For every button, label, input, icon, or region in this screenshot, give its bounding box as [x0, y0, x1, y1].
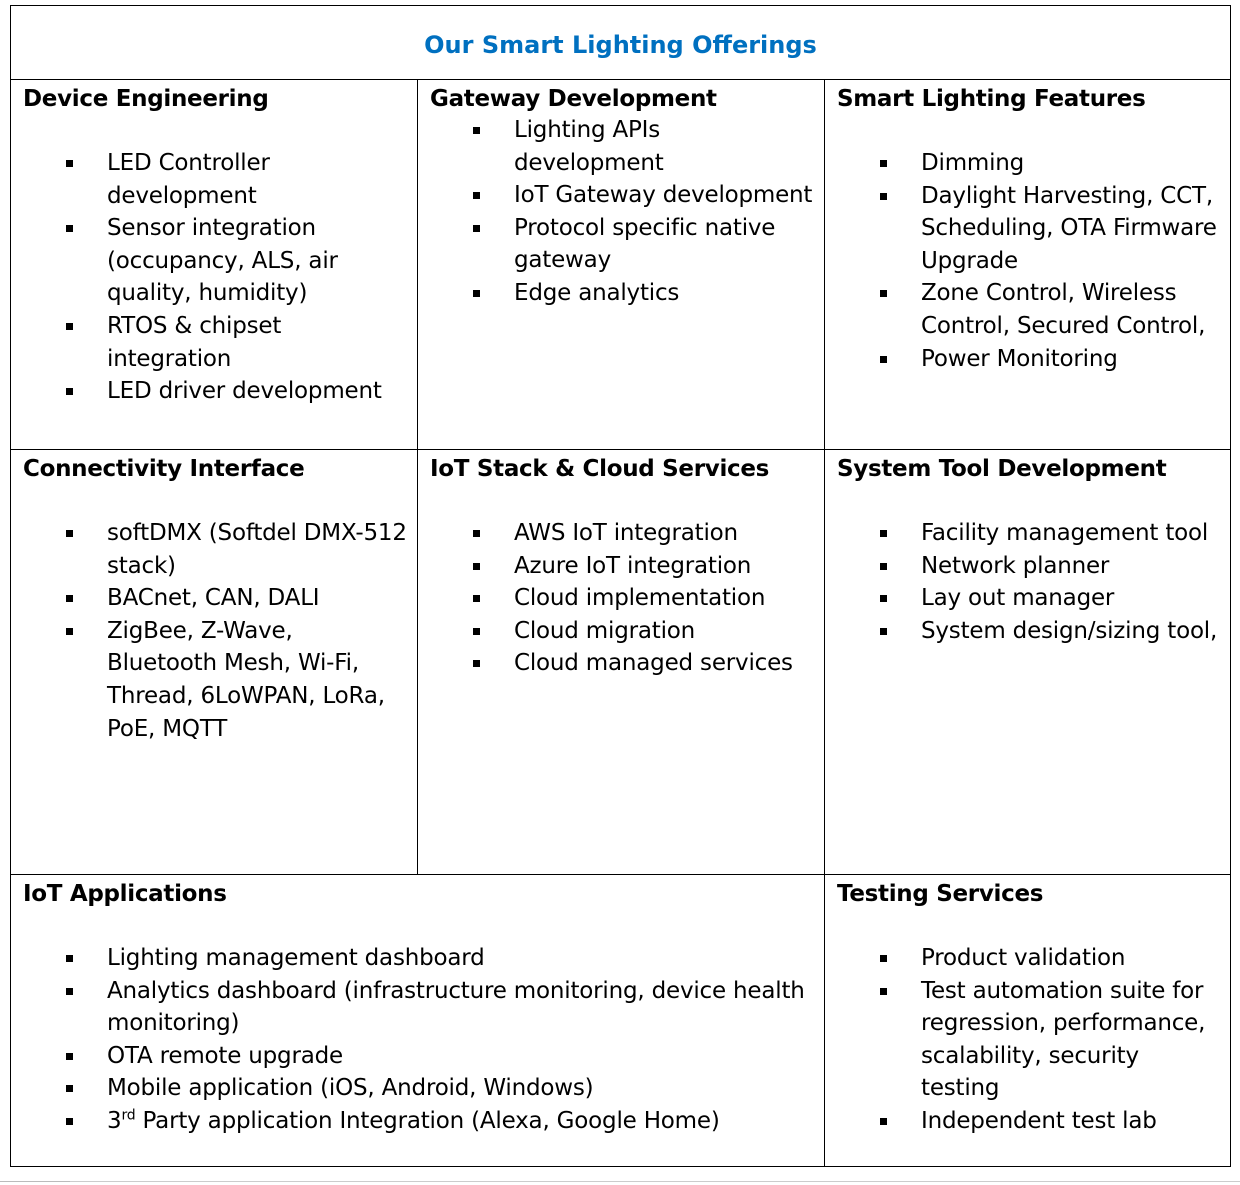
square-bullet-icon [66, 530, 73, 537]
square-bullet-icon [66, 955, 73, 962]
square-bullet-icon [880, 1118, 887, 1125]
list-item: ZigBee, Z-Wave, Bluetooth Mesh, Wi-Fi, Thread, 6LoWPAN, LoRa, PoE, MQTT [23, 615, 407, 745]
square-bullet-icon [880, 563, 887, 570]
square-bullet-icon [880, 628, 887, 635]
list-item: Network planner [837, 550, 1220, 583]
list-item: LED driver development [23, 375, 407, 408]
cell-testing-services [825, 875, 1230, 1167]
list-item: Dimming [837, 147, 1220, 180]
square-bullet-icon [473, 530, 480, 537]
list-item: Zone Control, Wireless Control, Secured Control, [837, 277, 1220, 342]
list-item: Mobile application (iOS, Android, Windows) [23, 1072, 814, 1105]
list-item: Facility management tool [837, 517, 1220, 550]
cell-iot-stack-cloud [418, 450, 824, 874]
list-item: Daylight Harvesting, CCT, Scheduling, OTA Firmware Upgrade [837, 180, 1220, 278]
square-bullet-icon [880, 955, 887, 962]
list-item: IoT Gateway development [430, 179, 814, 212]
square-bullet-icon [880, 290, 887, 297]
item-list [430, 114, 814, 310]
list-item: softDMX (Softdel DMX-512 stack) [23, 517, 407, 582]
cell-system-tool-development [825, 450, 1230, 874]
cell-heading: System Tool Development [837, 456, 1167, 482]
square-bullet-icon [66, 160, 73, 167]
list-item: Lighting management dashboard [23, 942, 814, 975]
square-bullet-icon [473, 628, 480, 635]
cell-heading: IoT Applications [23, 881, 227, 907]
square-bullet-icon [66, 1118, 73, 1125]
cell-gateway-development [418, 80, 824, 449]
item-list [837, 942, 1220, 1138]
list-item: Protocol specific native gateway [430, 212, 814, 277]
square-bullet-icon [66, 988, 73, 995]
list-item: System design/sizing tool, [837, 615, 1220, 648]
item-list [23, 517, 407, 745]
cell-heading: Gateway Development [430, 86, 717, 112]
cell-heading: Smart Lighting Features [837, 86, 1146, 112]
list-item: AWS IoT integration [430, 517, 814, 550]
list-item: 3rd Party application Integration (Alexa, Google Home) [23, 1105, 814, 1138]
square-bullet-icon [880, 160, 887, 167]
cell-iot-applications [11, 875, 824, 1167]
list-item: Cloud managed services [430, 647, 814, 680]
square-bullet-icon [66, 225, 73, 232]
list-item: Independent test lab [837, 1105, 1220, 1138]
square-bullet-icon [473, 290, 480, 297]
item-list [23, 147, 407, 408]
square-bullet-icon [66, 628, 73, 635]
square-bullet-icon [66, 388, 73, 395]
square-bullet-icon [880, 356, 887, 363]
list-item: BACnet, CAN, DALI [23, 582, 407, 615]
square-bullet-icon [880, 988, 887, 995]
table-title: Our Smart Lighting Offerings [11, 6, 1230, 80]
square-bullet-icon [473, 127, 480, 134]
list-item: Lighting APIs development [430, 114, 814, 179]
square-bullet-icon [473, 595, 480, 602]
square-bullet-icon [473, 192, 480, 199]
list-item: Analytics dashboard (infrastructure monitoring, device health monitoring) [23, 975, 814, 1040]
cell-heading: Connectivity Interface [23, 456, 305, 482]
item-list [837, 517, 1220, 647]
square-bullet-icon [66, 323, 73, 330]
list-item: RTOS & chipset integration [23, 310, 407, 375]
item-list [837, 147, 1220, 375]
item-list [23, 942, 814, 1138]
cell-connectivity-interface [11, 450, 417, 874]
list-item: LED Controller development [23, 147, 407, 212]
list-item: Azure IoT integration [430, 550, 814, 583]
list-item: OTA remote upgrade [23, 1040, 814, 1073]
square-bullet-icon [880, 193, 887, 200]
offerings-table [10, 5, 1231, 1167]
cell-heading: Testing Services [837, 881, 1044, 907]
page-edge [70, 1181, 1240, 1182]
square-bullet-icon [473, 563, 480, 570]
square-bullet-icon [66, 595, 73, 602]
cell-device-engineering [11, 80, 417, 449]
list-item: Cloud migration [430, 615, 814, 648]
list-item: Power Monitoring [837, 343, 1220, 376]
list-item: Sensor integration (occupancy, ALS, air quality, humidity) [23, 212, 407, 310]
list-item: Lay out manager [837, 582, 1220, 615]
item-list [430, 517, 814, 680]
square-bullet-icon [473, 660, 480, 667]
list-item: Product validation [837, 942, 1220, 975]
square-bullet-icon [880, 595, 887, 602]
square-bullet-icon [66, 1053, 73, 1060]
cell-smart-lighting-features [825, 80, 1230, 449]
square-bullet-icon [66, 1085, 73, 1092]
list-item: Edge analytics [430, 277, 814, 310]
page-edge [0, 1181, 70, 1182]
list-item: Cloud implementation [430, 582, 814, 615]
cell-heading: IoT Stack & Cloud Services [430, 456, 770, 482]
list-item: Test automation suite for regression, performance, scalability, security testing [837, 975, 1220, 1105]
square-bullet-icon [473, 225, 480, 232]
cell-heading: Device Engineering [23, 86, 269, 112]
square-bullet-icon [880, 530, 887, 537]
